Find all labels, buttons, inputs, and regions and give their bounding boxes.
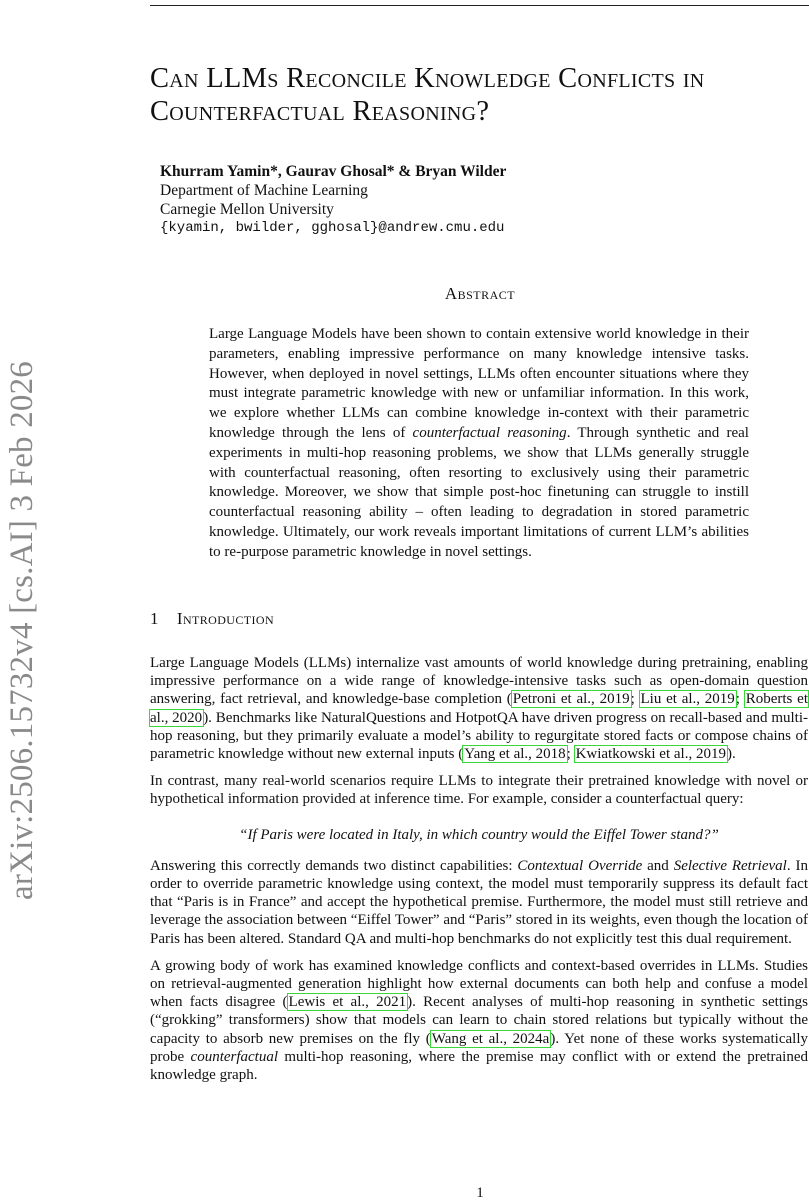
paragraph-1: [150, 654, 808, 763]
citation-link[interactable]: Yang et al., 2018: [464, 746, 566, 763]
citation-link[interactable]: Kwiatkowski et al., 2019: [575, 746, 726, 763]
paragraph-2: In contrast, many real-world scenarios require LLMs to integrate their pretrained knowledge with novel or hypothetical information provided at inference time. For example, consider a counterfactual query:: [150, 773, 808, 808]
citation-link[interactable]: Lewis et al., 2021: [288, 994, 407, 1011]
abstract-part-1: Large Language Models have been shown to contain extensive world knowledge in their parameters, enabling impressive performance on many knowledge intensive tasks. However, when deployed in novel settings, LLMs often encounter situations where they must integrate parametric knowledge with new or unfamiliar information. In this work, we explore whether LLMs can combine knowledge in-context with their parametric knowledge through the lens of: [209, 326, 749, 441]
paragraph-text: ).: [726, 746, 736, 763]
paragraph-text: ). Yet none of these works systematically probe: [150, 1030, 808, 1065]
introduction-body: [150, 654, 808, 1093]
abstract-text: [209, 325, 749, 563]
italic-term: Contextual Override: [517, 857, 643, 874]
italic-term: Selective Retrieval: [673, 857, 787, 874]
section-number: 1: [150, 609, 159, 628]
section-heading: [150, 609, 274, 629]
abstract-part-2: . Through synthetic and real experiments in multi-hop reasoning problems, we show that LLMs generally struggle with counterfactual reasoning, often resorting to exclusively using their parametric knowledge. Moreover, we show that simple post-hoc finetuning can struggle to instill counterfactual reasoning ability – often leading to degradation in stored parametric knowledge. Ultimately, our work reveals important limitations of current LLM’s abilities to re-purpose parametric knowledge in novel settings.: [209, 424, 749, 560]
paragraph-text: A growing body of work has examined knowledge conflicts and context-based overrides in LLMs. Studies on retrieval-augmented generation highlight how external documents can both help and confuse a model when facts disagree (: [150, 957, 808, 1011]
author-department: Department of Machine Learning: [160, 182, 368, 199]
paragraph-3: [150, 857, 808, 948]
author-university: Carnegie Mellon University: [160, 201, 334, 218]
paragraph-text: . In order to override parametric knowledge using context, the model must temporarily suppress its default fact that “Paris is in France” and accept the hypothetical premise. Furthermore, the model must still retrieve and leverage the association between “Eiffel Tower” and “Paris” stored in its weights, even though the location of Paris has been altered. Standard QA and multi-hop benchmarks do not explicitly test this dual requirement.: [150, 857, 808, 947]
citation-link[interactable]: Wang et al., 2024a: [431, 1030, 550, 1047]
paragraph-text: ). Recent analyses of multi-hop reasoning in synthetic settings (“grokking” transformers) show that models can learn to chain stored relations but typically without the capacity to absorb new premises on the fly (: [150, 994, 809, 1047]
paragraph-text: Answering this correctly demands two distinct capabilities:: [150, 857, 518, 874]
paragraph-text: multi-hop reasoning, where the premise may conflict with or extend the pretrained knowledge graph.: [150, 1048, 809, 1084]
page-number: 1: [476, 1185, 484, 1201]
abstract-italic: counterfactual reasoning: [412, 424, 567, 441]
counterfactual-quote: “If Paris were located in Italy, in which country would the Eiffel Tower stand?”: [239, 826, 719, 843]
separator: ;: [735, 691, 745, 708]
separator: ;: [566, 746, 575, 763]
abstract-heading: Abstract: [444, 284, 516, 303]
italic-term: counterfactual: [190, 1048, 279, 1065]
paragraph-text: and: [642, 857, 674, 874]
section-title: Introduction: [176, 609, 275, 628]
citation-link[interactable]: Petroni et al., 2019: [512, 691, 630, 708]
citation-link[interactable]: Liu et al., 2019: [640, 691, 735, 708]
author-email[interactable]: {kyamin, bwilder, gghosal}@andrew.cmu.edu: [160, 220, 505, 236]
author-block: [160, 162, 506, 238]
separator: ;: [630, 691, 640, 708]
paragraph-4: [150, 957, 808, 1084]
citation-link[interactable]: Roberts et al., 2020: [150, 691, 808, 726]
paper-title: Can LLMs Reconcile Knowledge Conflicts in Counterfactual Reasoning?: [150, 63, 705, 127]
paragraph-text: ). Benchmarks like NaturalQuestions and HotpotQA have driven progress on recall-based and multi-hop reasoning, but they primarily evaluate a model’s ability to regurgitate stored facts or compose chains of parametric knowledge without new external inputs (: [150, 709, 809, 763]
author-names: Khurram Yamin*, Gaurav Ghosal* & Bryan Wilder: [160, 163, 507, 180]
top-rule: [150, 5, 809, 6]
arxiv-identifier[interactable]: arXiv:2506.15732v4 [cs.AI] 3 Feb 2026: [4, 361, 40, 900]
paragraph-text: Large Language Models (LLMs) internalize vast amounts of world knowledge during pretraining, enabling impressive performance on a wide range of knowledge-intensive tasks such as open-domain question answering, fact retrieval, and knowledge-base completion (: [150, 655, 808, 708]
